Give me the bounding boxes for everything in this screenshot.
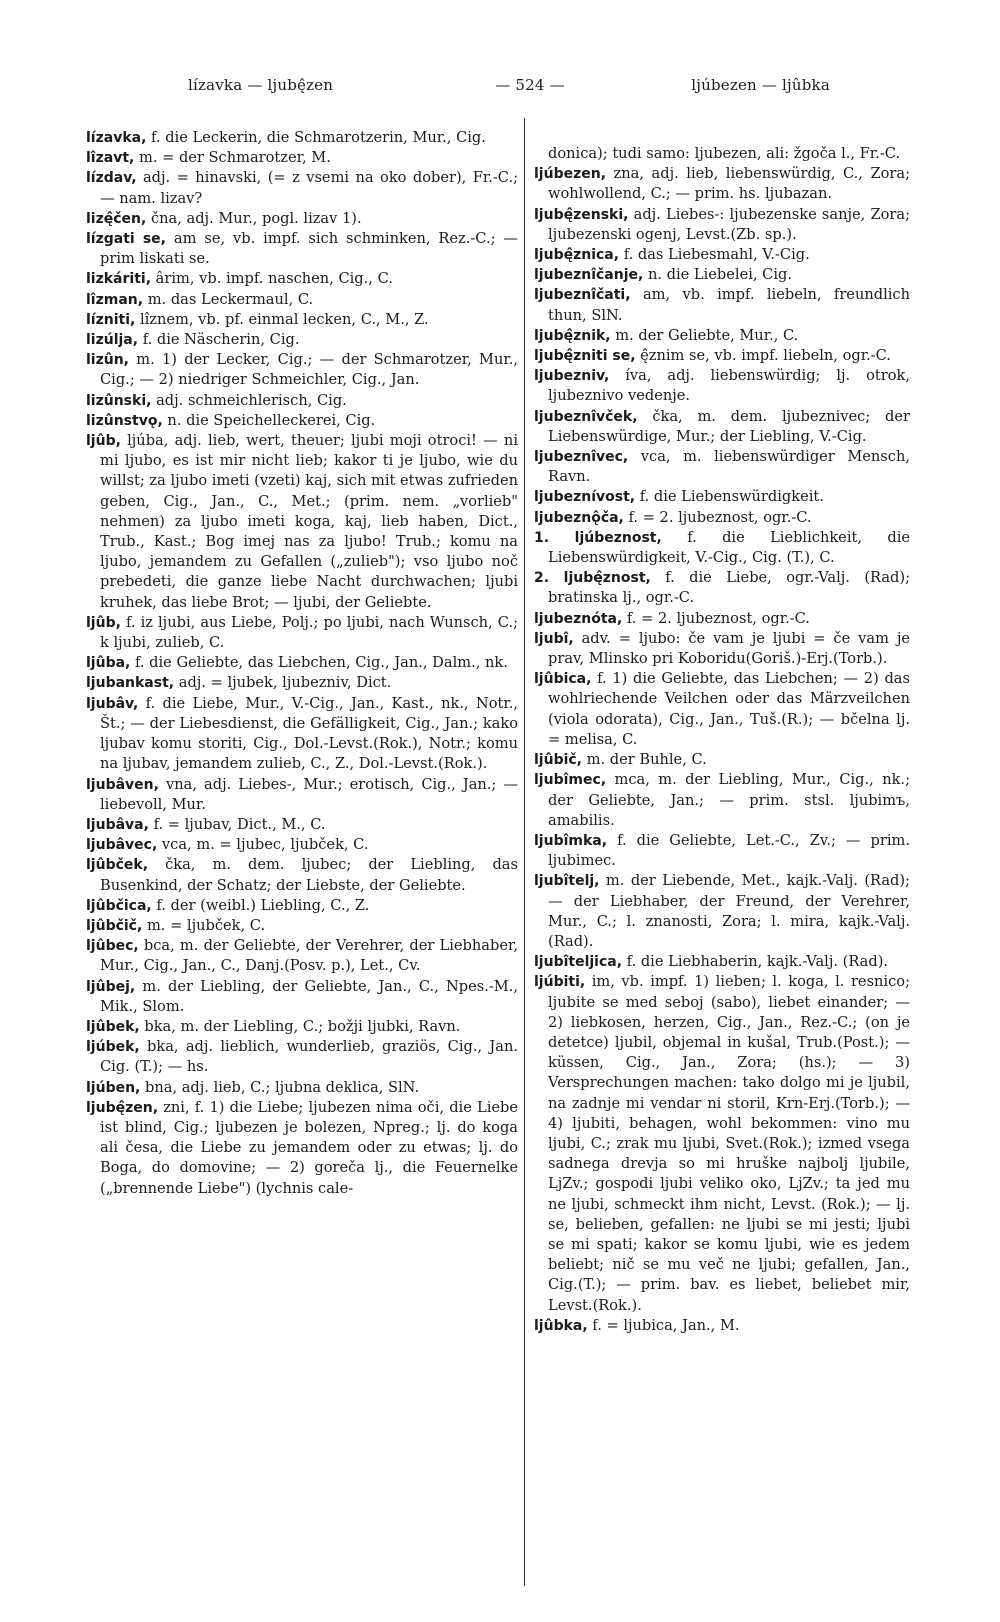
dictionary-entry xyxy=(86,916,518,936)
page-number: — 524 — xyxy=(495,76,565,94)
entry-definition: f. iz ljubi, aus Liebe, Polj.; po ljubi, nach Wunsch, C.; k ljubi, zulieb, C. xyxy=(100,613,518,652)
dictionary-entry xyxy=(534,609,910,629)
entry-headword: ljûbica, xyxy=(534,671,592,688)
entry-definition: n. die Speichelleckerei, Cig. xyxy=(162,411,376,429)
running-head xyxy=(150,76,910,100)
entry-headword: lízdav, xyxy=(86,170,137,187)
dictionary-entry xyxy=(534,205,910,245)
entry-definition: adj. schmeichlerisch, Cig. xyxy=(151,391,347,409)
entry-headword: lizûn, xyxy=(86,352,129,369)
entry-definition: mca, m. der Liebling, Mur., Cig., nk.; der Geliebte, Jan.; — prim. stsl. ljubimъ, amabilis. xyxy=(548,771,910,829)
entry-definition: m. der Geliebte, Mur., C. xyxy=(610,326,799,344)
entry-headword: lizkáriti, xyxy=(86,271,152,288)
entry-headword: ljûbec, xyxy=(86,938,139,955)
entry-headword: ljubîmec, xyxy=(534,772,607,789)
entry-headword: ljubeznǫ̂ča, xyxy=(534,509,624,526)
entry-definition: am se, vb. impf. sich schminken, Rez.-C.; — prim liskati se. xyxy=(100,230,518,268)
dictionary-entry xyxy=(86,229,518,269)
entry-headword: ljubâva, xyxy=(86,816,149,833)
entry-definition: f. = ljubica, Jan., M. xyxy=(587,1316,740,1334)
dictionary-entry xyxy=(86,1037,518,1077)
entry-headword: ljubę̂znica, xyxy=(534,247,620,264)
dictionary-entry xyxy=(534,346,910,366)
dictionary-entry xyxy=(86,1098,518,1199)
entry-headword: ljubę̂zenski, xyxy=(534,206,629,223)
dictionary-entry xyxy=(86,815,518,835)
entry-definition: im, vb. impf. 1) lieben; l. koga, l. resnico; ljubite se med seboj (sabo), liebet einander; — 2) liebkosen, herzen, Cig., Jan., Rez.-C.; (on je detetce) ljubil, objemal in kušal, Trub.(Post.); — küssen, Cig., Jan., Zora; (hs.); — 3) Versprechungen machen: tako dolgo mi je ljubil, na zadnje mi vendar ni storil, Krn-Erj.(Torb.); — 4) ljubiti, behagen, wohl bekommen: vino mu ljubi, C.; zrak mu ljubi, Svet.(Rok.); izmed vsega sadnega drevja so mi hruške najbolj ljubile, LjZv.; gospodi ljubi veliko oko, LjZv.; ta jed mu ne ljubi, schmeckt ihm nicht, Levst. (Rok.); — lj. se, belieben, gefallen: ne ljubi se mi jesti; ljubi se mi spati; kakor se komu ljubi, wie es jedem beliebt; nič se mu več ne ljubi; gefallen, Jan., Cig.(T.); — prim. bav. es liebet, beliebet mir, Levst.(Rok.). xyxy=(548,973,910,1314)
entry-headword: ljubeznívost, xyxy=(534,489,636,506)
entry-definition: vna, adj. Liebes-, Mur.; erotisch, Cig., Jan.; — liebevoll, Mur. xyxy=(100,775,518,813)
entry-definition: bna, adj. lieb, C.; ljubna deklica, SlN. xyxy=(140,1078,420,1096)
entry-headword: ljûbček, xyxy=(86,857,149,874)
dictionary-entry xyxy=(86,391,518,411)
entry-headword: ljúbek, xyxy=(86,1039,140,1056)
header-left-guide-words: lízavka — ljubę̂zen xyxy=(188,76,334,94)
entry-headword: ljûba, xyxy=(86,655,131,672)
entry-definition: lîznem, vb. pf. einmal lecken, C., M., Z. xyxy=(135,310,429,328)
entry-headword: ljubę̂znik, xyxy=(534,327,611,344)
entry-definition: zna, adj. lieb, liebenswürdig, C., Zora; wohlwollend, C.; — prim. hs. ljubazan. xyxy=(548,165,910,203)
dictionary-entry xyxy=(534,407,910,447)
dictionary-entry xyxy=(86,431,518,613)
entry-definition: bca, m. der Geliebte, der Verehrer, der Liebhaber, Mur., Cig., Jan., C., Danj.(Posv. p.), Let., Cv. xyxy=(100,937,518,975)
entry-definition: f. die Leckerin, die Schmarotzerin, Mur., Cig. xyxy=(146,129,486,146)
dictionary-entry xyxy=(534,447,910,487)
entry-headword: ljubâven, xyxy=(86,776,159,793)
entry-definition: m. der Liebende, Met., kajk.-Valj. (Rad); — der Liebhaber, der Freund, der Verehrer, Mur., C.; l. znanosti, Zora; l. mira, kajk.-Valj.(Rad). xyxy=(548,872,910,950)
dictionary-entry xyxy=(534,508,910,528)
entry-headword: ljubę̂zen, xyxy=(86,1099,159,1116)
entry-definition: f. 1) die Geliebte, das Liebchen; — 2) das wohlriechende Veilchen oder das Märzveilchen (viola odorata), Cig., Jan., Tuš.(R.); — bčelna lj. = melisa, C. xyxy=(548,670,910,748)
dictionary-entry xyxy=(86,269,518,289)
dictionary-entry xyxy=(86,936,518,976)
entry-definition: adv. = ljubo: če vam je ljubi = če vam je prav, Mlinsko pri Koboridu(Goriš.)-Erj.(Torb.). xyxy=(548,629,910,668)
dictionary-entry xyxy=(86,168,518,208)
entry-headword: lizûnstvǫ, xyxy=(86,412,163,429)
entry-headword: ljubeznîvček, xyxy=(534,408,638,425)
dictionary-entry xyxy=(86,1017,518,1037)
entry-headword: ljûb, xyxy=(86,614,121,631)
entry-definition: f. = ljubav, Dict., M., C. xyxy=(148,815,326,833)
dictionary-entry xyxy=(534,164,910,204)
entry-definition: f. die Näscherin, Cig. xyxy=(138,331,300,349)
entry-definition: čka, m. dem. ljubec; der Liebling, das Busenkind, der Schatz; der Liebste, der Geliebte. xyxy=(100,856,518,894)
entry-headword: ljubeznîčati, xyxy=(534,287,631,304)
dictionary-entry xyxy=(86,290,518,310)
dictionary-entry xyxy=(86,209,518,229)
entry-headword: ljûbek, xyxy=(86,1018,140,1035)
column-divider xyxy=(524,118,525,1586)
entry-definition: f. die Liebenswürdigkeit. xyxy=(635,488,824,506)
entry-definition: donica); tudi samo: ljubezen, ali: žgoča l., Fr.-C. xyxy=(548,145,901,162)
entry-definition: íva, adj. liebenswürdig; lj. otrok, ljubeznivo vedenje. xyxy=(548,367,910,405)
entry-headword: ljûb, xyxy=(86,433,121,450)
entry-definition: f. der (weibl.) Liebling, C., Z. xyxy=(151,896,370,914)
entry-definition: ę̂znim se, vb. impf. liebeln, ogr.-C. xyxy=(635,347,891,365)
entry-headword: ljúbezen, xyxy=(534,166,607,183)
dictionary-entry xyxy=(534,265,910,285)
dictionary-entry xyxy=(86,977,518,1017)
entry-headword: lízavka, xyxy=(86,130,147,146)
entry-headword: ljubî, xyxy=(534,630,574,647)
dictionary-entry xyxy=(86,673,518,693)
entry-definition: bka, m. der Liebling, C.; božji ljubki, Ravn. xyxy=(139,1017,461,1035)
dictionary-entry xyxy=(86,613,518,653)
entry-definition: ljúba, adj. lieb, wert, theuer; ljubi moji otroci! — ni mi ljubo, es ist mir nicht lieb; kakor ti je ljubo, wie du willst; za ljubo imeti (vzeti) kaj, sich mit etwas zufrieden geben, Cig., Jan., C., Met.; (prim. nem. „vorlieb" nehmen) za ljubo imeti koga, kaj, lieb haben, Dict., Trub., Kast.; Bog imej nas za ljubo! Trub.; komu na ljubo, jemandem zu Gefallen („zulieb"); vso ljubo noč prebedeti, die ganze liebe Nacht durchwachen; ljubi kruhek, das liebe Brot; — ljubi, der Geliebte. xyxy=(100,432,518,611)
dictionary-entry xyxy=(534,669,910,750)
dictionary-entry xyxy=(86,128,518,148)
dictionary-entry xyxy=(534,245,910,265)
entry-headword: ljûbej, xyxy=(86,978,136,995)
entry-definition: m. der Buhle, C. xyxy=(582,751,707,769)
dictionary-entry xyxy=(534,972,910,1315)
dictionary-entry xyxy=(534,326,910,346)
entry-definition: adj. = ljubek, ljubezniv, Dict. xyxy=(174,674,392,692)
entry-definition: m. das Leckermaul, C. xyxy=(143,290,314,308)
right-column xyxy=(534,144,910,1336)
entry-definition: adj. Liebes-: ljubezenske sanje, Zora; ljubezenski ogenj, Levst.(Zb. sp.). xyxy=(548,205,910,243)
entry-definition: f. die Lieblichkeit, die Liebenswürdigkeit, V.-Cig., Cig. (T.), C. xyxy=(548,528,911,567)
entry-headword: lîzavt, xyxy=(86,150,135,167)
dictionary-entry xyxy=(534,366,910,406)
dictionary-entry xyxy=(86,1078,518,1098)
dictionary-entry xyxy=(534,831,910,871)
dictionary-entry xyxy=(534,770,910,831)
entry-headword: ljubîteljica, xyxy=(534,954,623,971)
dictionary-entry xyxy=(534,568,910,608)
entry-definition: n. die Liebelei, Cig. xyxy=(643,266,792,284)
entry-definition: f. das Liebesmahl, V.-Cig. xyxy=(619,246,810,264)
dictionary-entry xyxy=(534,871,910,952)
entry-headword: ljubeznóta, xyxy=(534,610,623,627)
entry-headword: ljûbka, xyxy=(534,1317,588,1334)
left-column xyxy=(86,128,518,1199)
entry-headword: ljubîtelj, xyxy=(534,873,600,890)
entry-definition: f. die Geliebte, Let.-C., Zv.; — prim. ljubimec. xyxy=(548,831,910,870)
entry-definition: vca, m. = ljubec, ljubček, C. xyxy=(157,836,369,854)
entry-definition: bka, adj. lieblich, wunderlieb, graziös, Cig., Jan. Cig. (T.); — hs. xyxy=(100,1038,518,1076)
dictionary-entry xyxy=(86,775,518,815)
entry-definition: am, vb. impf. liebeln, freundlich thun, SlN. xyxy=(548,286,910,324)
entry-headword: lîzman, xyxy=(86,291,144,308)
entry-definition: vca, m. liebenswürdiger Mensch, Ravn. xyxy=(548,448,910,486)
entry-headword: 1. ljúbeznost, xyxy=(534,529,662,546)
entry-headword: ljubîmka, xyxy=(534,832,608,849)
dictionary-entry xyxy=(86,653,518,673)
dictionary-entry xyxy=(534,144,910,164)
dictionary-entry xyxy=(534,487,910,507)
dictionary-entry xyxy=(86,310,518,330)
dictionary-entry xyxy=(534,952,910,972)
entry-headword: ljubeznîvec, xyxy=(534,449,629,466)
header-right-guide-words: ljúbezen — ljûbka xyxy=(691,76,830,94)
dictionary-entry xyxy=(534,285,910,325)
dictionary-entry xyxy=(86,411,518,431)
dictionary-entry xyxy=(86,350,518,390)
entry-headword: ljubeznîčanje, xyxy=(534,267,644,284)
entry-headword: ljûbčica, xyxy=(86,897,152,914)
dictionary-entry xyxy=(86,330,518,350)
entry-definition: m. der Liebling, der Geliebte, Jan., C., Npes.-M., Mik., Slom. xyxy=(100,977,518,1015)
dictionary-entry xyxy=(86,694,518,775)
dictionary-entry xyxy=(86,896,518,916)
entry-headword: lizûnski, xyxy=(86,392,152,409)
entry-definition: čka, m. dem. ljubeznivec; der Liebenswürdige, Mur.; der Liebling, V.-Cig. xyxy=(548,407,910,445)
entry-headword: ljubâvec, xyxy=(86,837,158,854)
entry-headword: ljubâv, xyxy=(86,695,139,712)
entry-headword: lízgati se, xyxy=(86,231,166,248)
entry-headword: 2. ljubę̂znost, xyxy=(534,570,651,587)
entry-definition: f. = 2. ljubeznost, ogr.-C. xyxy=(623,508,812,526)
entry-headword: ljúben, xyxy=(86,1079,141,1096)
entry-headword: lizúlja, xyxy=(86,332,139,349)
entry-definition: f. die Liebhaberin, kajk.-Valj. (Rad). xyxy=(622,953,889,971)
entry-headword: ljûbič, xyxy=(534,752,583,769)
dictionary-entry xyxy=(86,855,518,895)
entry-headword: ljûbčič, xyxy=(86,917,143,934)
dictionary-entry xyxy=(534,528,910,568)
dictionary-entry xyxy=(534,750,910,770)
entry-definition: f. die Geliebte, das Liebchen, Cig., Jan., Dalm., nk. xyxy=(130,654,508,672)
entry-definition: zni, f. 1) die Liebe; ljubezen nima oči, die Liebe ist blind, Cig.; ljubezen je bolezen, Npreg.; lj. do koga ali česa, die Liebe zu jemandem oder zu etwas; lj. do Boga, do domovine; — 2) goreča lj., die Feuernelke („brennende Liebe") (lychnis cale- xyxy=(100,1098,518,1197)
entry-definition: f. die Liebe, ogr.-Valj. (Rad); bratinska lj., ogr.-C. xyxy=(548,569,911,607)
entry-headword: ljubankast, xyxy=(86,675,175,692)
entry-headword: lízniti, xyxy=(86,311,136,328)
entry-definition: adj. = hinavski, (= z vsemi na oko dober), Fr.-C.; — nam. lizav? xyxy=(100,169,518,207)
dictionary-entry xyxy=(86,835,518,855)
dictionary-entry xyxy=(534,629,910,669)
entry-headword: lizę̂čen, xyxy=(86,210,147,227)
dictionary-entry xyxy=(534,1316,910,1336)
entry-definition: f. die Liebe, Mur., V.-Cig., Jan., Kast., nk., Notr., Št.; — der Liebesdienst, die Gefälligkeit, Cig., Jan.; kako ljubav komu storiti, Cig., Dol.-Levst.(Rok.), Notr.; komu na ljubav, jemandem zulieb, C., Z., Dol.-Levst.(Rok.). xyxy=(100,694,518,773)
entry-definition: ârim, vb. impf. naschen, Cig., C. xyxy=(151,270,393,288)
entry-headword: ljubę̂zniti se, xyxy=(534,348,636,365)
entry-definition: m. 1) der Lecker, Cig.; — der Schmarotzer, Mur., Cig.; — 2) niedriger Schmeichler, Cig., Jan. xyxy=(100,351,518,389)
entry-headword: ljubezniv, xyxy=(534,368,610,385)
entry-definition: f. = 2. ljubeznost, ogr.-C. xyxy=(622,609,810,627)
entry-definition: m. = ljubček, C. xyxy=(142,916,266,934)
entry-definition: m. = der Schmarotzer, M. xyxy=(134,149,331,167)
dictionary-entry xyxy=(86,148,518,168)
entry-definition: čna, adj. Mur., pogl. lizav 1). xyxy=(146,209,362,227)
entry-headword: ljúbiti, xyxy=(534,974,586,991)
